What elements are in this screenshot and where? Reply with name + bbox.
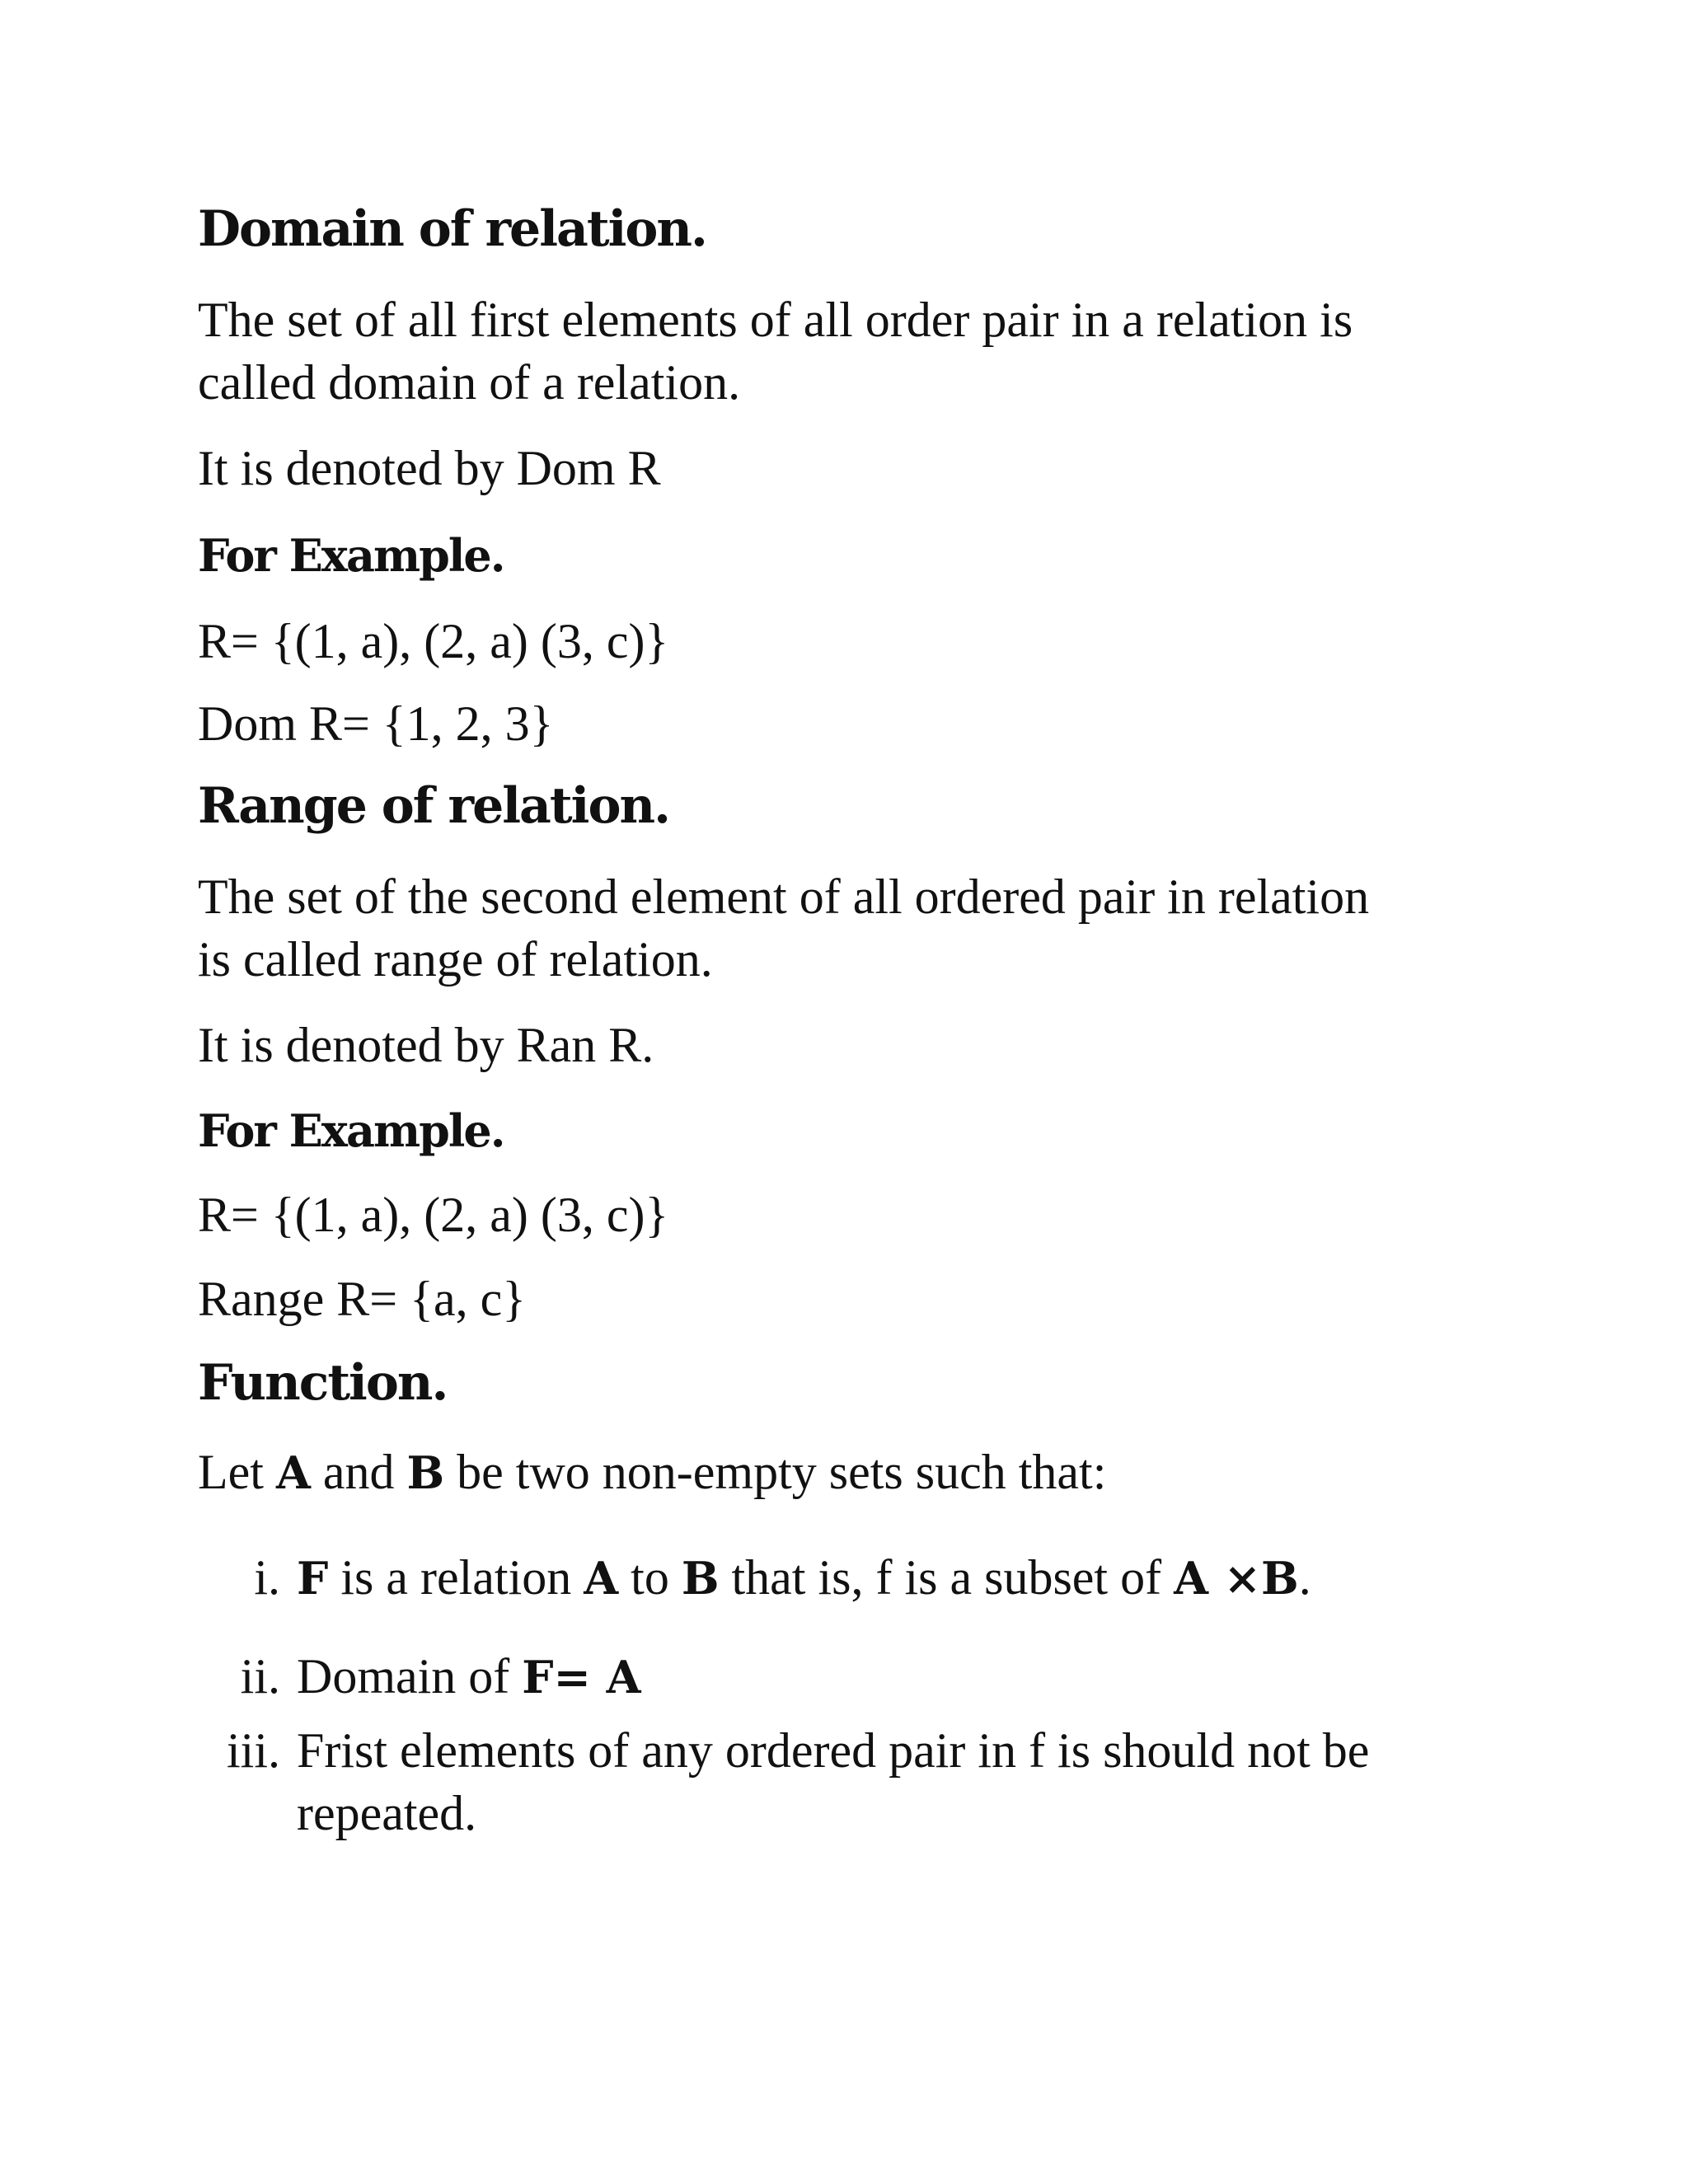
list-number-2: ii. xyxy=(240,1649,280,1704)
domain-heading: Domain of relation. xyxy=(198,200,706,258)
range-example-result: Range R= {a, c} xyxy=(198,1272,526,1326)
function-heading: Function. xyxy=(198,1354,448,1412)
set-b-symbol: B xyxy=(406,1446,445,1499)
list-1-text-d: . xyxy=(1298,1550,1311,1605)
range-definition-line-2: is called range of relation. xyxy=(198,932,713,987)
set-b-symbol: B xyxy=(681,1552,720,1605)
list-1-text-c: that is, f is a subset of xyxy=(719,1550,1175,1605)
set-a-symbol: A xyxy=(584,1552,619,1605)
function-f-symbol: F xyxy=(297,1552,329,1605)
domain-example-relation: R= {(1, a), (2, a) (3, c)} xyxy=(198,614,669,668)
list-text-1 xyxy=(297,1546,1484,1610)
list-text-3: Frist elements of any ordered pair in f is should not be repeated. xyxy=(297,1723,1370,1840)
function-intro-text-3: be two non-empty sets such that: xyxy=(444,1445,1107,1499)
range-heading: Range of relation. xyxy=(198,777,669,835)
range-example-relation: R= {(1, a), (2, a) (3, c)} xyxy=(198,1188,669,1242)
list-number-1: i. xyxy=(254,1550,280,1605)
range-example-heading: For Example. xyxy=(198,1104,504,1157)
domain-notation: It is denoted by Dom R xyxy=(198,441,661,495)
domain-example-result: Dom R= {1, 2, 3} xyxy=(198,696,554,751)
function-intro xyxy=(198,1441,1106,1504)
range-notation: It is denoted by Ran R. xyxy=(198,1018,654,1072)
domain-equation-symbol: F= A xyxy=(522,1651,641,1704)
list-1-text-a: is a relation xyxy=(328,1550,584,1605)
list-text-2 xyxy=(297,1645,1484,1708)
range-definition-line-1: The set of the second element of all ordered pair in relation xyxy=(198,869,1370,924)
list-2-text: Domain of xyxy=(297,1649,523,1704)
domain-example-heading: For Example. xyxy=(198,529,504,582)
list-number-3: iii. xyxy=(226,1723,280,1778)
function-intro-text-1: Let xyxy=(198,1445,276,1499)
function-intro-text-2: and xyxy=(310,1445,407,1499)
cartesian-product-symbol: A ×B xyxy=(1174,1552,1299,1605)
domain-definition-line-2: called domain of a relation. xyxy=(198,355,741,410)
list-1-text-b: to xyxy=(618,1550,682,1605)
domain-definition-line-1: The set of all first elements of all order pair in a relation is xyxy=(198,293,1353,347)
set-a-symbol: A xyxy=(275,1446,311,1499)
